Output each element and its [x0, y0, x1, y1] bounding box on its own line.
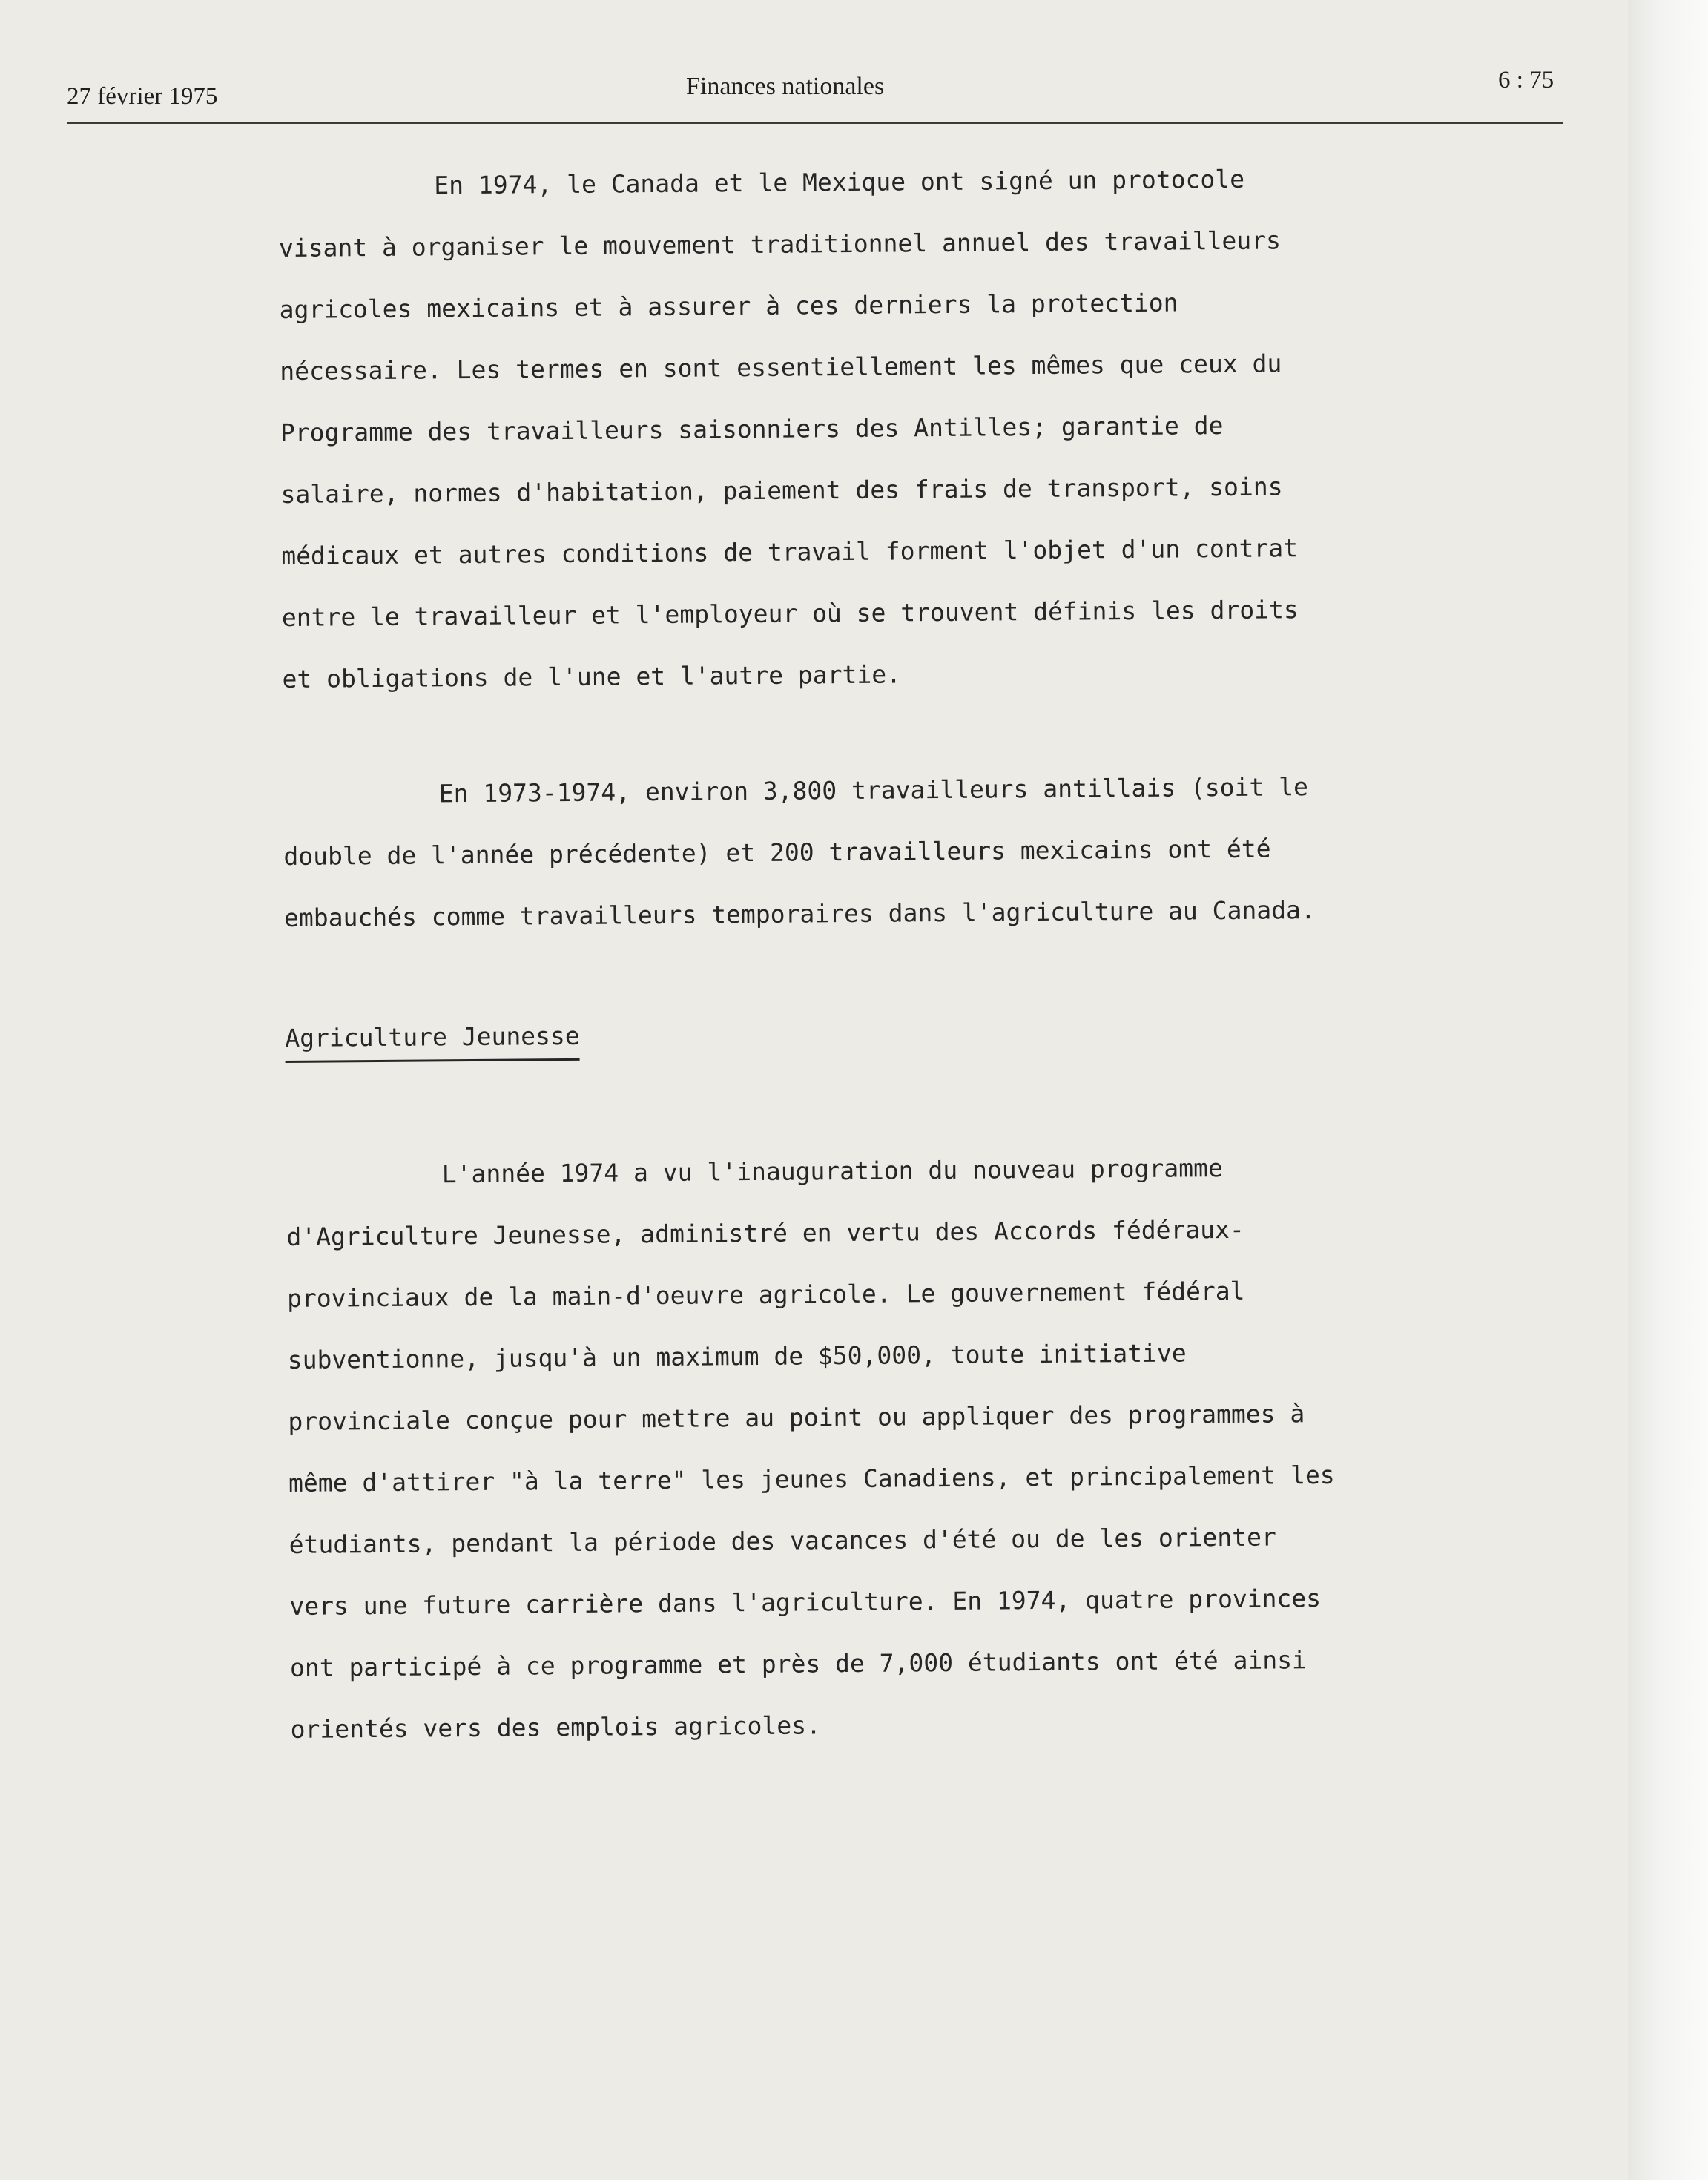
text-line: provinciaux de la main-d'oeuvre agricole. Le gouvernement fédéral — [286, 1276, 1245, 1313]
text-line: salaire, normes d'habitation, paiement des frais de transport, soins — [280, 472, 1283, 509]
text-line: En 1973-1974, environ 3,800 travailleurs antillais (soit le — [438, 772, 1309, 809]
text-line: nécessaire. Les termes en sont essentiellement les mêmes que ceux du — [280, 349, 1282, 386]
text-line: ont participé à ce programme et près de 7,000 étudiants ont été ainsi — [289, 1645, 1307, 1682]
text-line: médicaux et autres conditions de travail forment l'objet d'un contrat — [281, 533, 1299, 570]
page-edge-shadow — [1628, 0, 1708, 2180]
text-line: L'année 1974 a vu l'inauguration du nouveau programme — [441, 1153, 1223, 1189]
paragraph-gap — [284, 940, 1390, 1003]
text-line: agricoles mexicains et à assurer à ces derniers la protection — [279, 288, 1178, 324]
document-body — [278, 147, 1396, 1760]
text-line: visant à organiser le mouvement traditionnel annuel des travailleurs — [278, 225, 1282, 263]
header-rule — [67, 122, 1563, 124]
text-line: entre le travailleur et l'employeur où se trouvent définis les droits — [281, 595, 1299, 632]
text-line: orientés vers des emplois agricoles. — [290, 1710, 822, 1744]
header-page-number: 6 : 75 — [1498, 67, 1554, 93]
text-line: d'Agriculture Jeunesse, administré en vertu des Accords fédéraux- — [286, 1214, 1244, 1251]
paragraph-1 — [278, 147, 1388, 710]
header-date: 27 février 1975 — [67, 83, 218, 110]
text-line: et obligations de l'une et l'autre partie. — [282, 659, 902, 694]
paragraph-gap — [283, 701, 1388, 764]
paragraph-3 — [286, 1136, 1395, 1760]
text-line: Programme des travailleurs saisonniers des Antilles; garantie de — [280, 411, 1224, 447]
text-line: provinciale conçue pour mettre au point ou appliquer des programmes à — [288, 1399, 1305, 1436]
paragraph-2 — [283, 755, 1389, 949]
text-line: vers une future carrière dans l'agriculture. En 1974, quatre provinces — [289, 1584, 1322, 1621]
section-heading: Agriculture Jeunesse — [285, 1014, 580, 1063]
text-line: même d'attirer "à la terre" les jeunes Canadiens, et principalement les — [288, 1460, 1335, 1498]
header-title: Finances nationales — [686, 73, 885, 100]
text-line: subventionne, jusqu'à un maximum de $50,000, toute initiative — [287, 1338, 1187, 1374]
text-line: embauchés comme travailleurs temporaires dans l'agriculture au Canada. — [283, 895, 1316, 932]
text-line: En 1974, le Canada et le Mexique ont signé un protocole — [434, 164, 1245, 200]
text-line: étudiants, pendant la période des vacances d'été ou de les orienter — [288, 1522, 1276, 1559]
section-heading-wrap — [285, 994, 1391, 1078]
text-line: double de l'année précédente) et 200 travailleurs mexicains ont été — [283, 834, 1271, 871]
heading-gap — [286, 1069, 1391, 1145]
